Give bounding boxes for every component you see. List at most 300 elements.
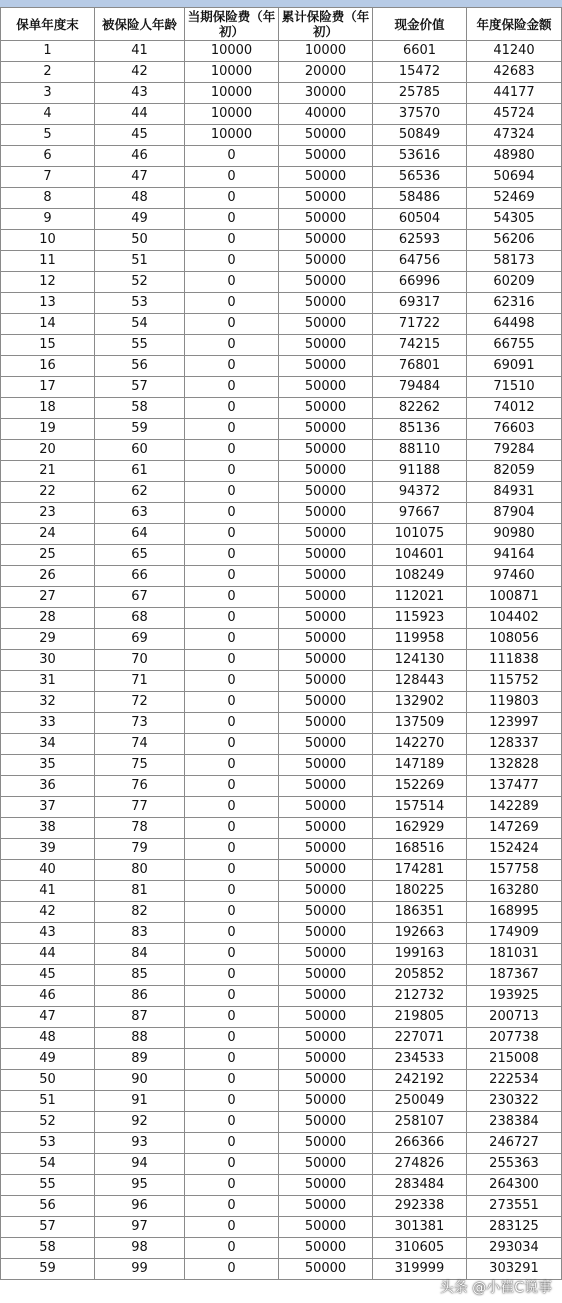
cell-cash-value: 180225 [373, 881, 467, 902]
cell-cash-value: 25785 [373, 83, 467, 104]
cell-cumulative-premium: 50000 [279, 629, 373, 650]
cell-cash-value: 37570 [373, 104, 467, 125]
cell-current-premium: 0 [185, 272, 279, 293]
cell-annual-sum-insured: 187367 [467, 965, 562, 986]
cell-annual-sum-insured: 52469 [467, 188, 562, 209]
cell-insured-age: 68 [95, 608, 185, 629]
cell-cumulative-premium: 50000 [279, 881, 373, 902]
cell-annual-sum-insured: 56206 [467, 230, 562, 251]
cell-current-premium: 0 [185, 986, 279, 1007]
cell-cumulative-premium: 50000 [279, 713, 373, 734]
cell-policy-year-end: 9 [1, 209, 95, 230]
cell-annual-sum-insured: 74012 [467, 398, 562, 419]
cell-cumulative-premium: 50000 [279, 1133, 373, 1154]
cell-current-premium: 10000 [185, 104, 279, 125]
cell-policy-year-end: 14 [1, 314, 95, 335]
cell-insured-age: 75 [95, 755, 185, 776]
cell-policy-year-end: 21 [1, 461, 95, 482]
cell-annual-sum-insured: 142289 [467, 797, 562, 818]
cell-cash-value: 112021 [373, 587, 467, 608]
table-row [1, 818, 562, 839]
cell-cash-value: 292338 [373, 1196, 467, 1217]
table-row [1, 776, 562, 797]
cell-current-premium: 0 [185, 818, 279, 839]
cell-insured-age: 88 [95, 1028, 185, 1049]
table-row [1, 230, 562, 251]
cell-annual-sum-insured: 163280 [467, 881, 562, 902]
cell-current-premium: 0 [185, 398, 279, 419]
table-row [1, 986, 562, 1007]
table-row [1, 83, 562, 104]
cell-annual-sum-insured: 60209 [467, 272, 562, 293]
cell-annual-sum-insured: 76603 [467, 419, 562, 440]
cell-cumulative-premium: 50000 [279, 671, 373, 692]
cell-current-premium: 0 [185, 692, 279, 713]
cell-cumulative-premium: 50000 [279, 797, 373, 818]
cell-insured-age: 92 [95, 1112, 185, 1133]
cell-annual-sum-insured: 111838 [467, 650, 562, 671]
cell-cash-value: 60504 [373, 209, 467, 230]
cell-insured-age: 96 [95, 1196, 185, 1217]
cell-cumulative-premium: 50000 [279, 692, 373, 713]
cell-current-premium: 0 [185, 188, 279, 209]
cell-current-premium: 0 [185, 755, 279, 776]
table-row [1, 650, 562, 671]
cell-cumulative-premium: 40000 [279, 104, 373, 125]
table-row [1, 902, 562, 923]
cell-cumulative-premium: 50000 [279, 272, 373, 293]
watermark: 头条 @小崔C说事 [439, 1280, 552, 1296]
table-row [1, 125, 562, 146]
cell-insured-age: 58 [95, 398, 185, 419]
cell-insured-age: 67 [95, 587, 185, 608]
cell-annual-sum-insured: 115752 [467, 671, 562, 692]
cell-policy-year-end: 54 [1, 1154, 95, 1175]
cell-insured-age: 72 [95, 692, 185, 713]
cell-annual-sum-insured: 215008 [467, 1049, 562, 1070]
cell-policy-year-end: 55 [1, 1175, 95, 1196]
cell-insured-age: 42 [95, 62, 185, 83]
table-row [1, 146, 562, 167]
cell-annual-sum-insured: 137477 [467, 776, 562, 797]
table-row [1, 104, 562, 125]
cell-cumulative-premium: 50000 [279, 608, 373, 629]
cell-policy-year-end: 27 [1, 587, 95, 608]
table-row [1, 503, 562, 524]
cell-cash-value: 85136 [373, 419, 467, 440]
cell-annual-sum-insured: 246727 [467, 1133, 562, 1154]
cell-insured-age: 66 [95, 566, 185, 587]
cell-annual-sum-insured: 62316 [467, 293, 562, 314]
cell-cumulative-premium: 50000 [279, 839, 373, 860]
cell-policy-year-end: 57 [1, 1217, 95, 1238]
cell-current-premium: 0 [185, 566, 279, 587]
cell-annual-sum-insured: 97460 [467, 566, 562, 587]
table-row [1, 860, 562, 881]
cell-cash-value: 124130 [373, 650, 467, 671]
cell-cash-value: 15472 [373, 62, 467, 83]
cell-insured-age: 60 [95, 440, 185, 461]
cell-annual-sum-insured: 69091 [467, 356, 562, 377]
cell-cumulative-premium: 50000 [279, 1091, 373, 1112]
table-row [1, 608, 562, 629]
cell-policy-year-end: 22 [1, 482, 95, 503]
cell-insured-age: 95 [95, 1175, 185, 1196]
cell-insured-age: 78 [95, 818, 185, 839]
cell-annual-sum-insured: 293034 [467, 1238, 562, 1259]
cell-cumulative-premium: 50000 [279, 965, 373, 986]
cell-insured-age: 64 [95, 524, 185, 545]
cell-policy-year-end: 29 [1, 629, 95, 650]
cell-insured-age: 55 [95, 335, 185, 356]
cell-annual-sum-insured: 108056 [467, 629, 562, 650]
table-row [1, 188, 562, 209]
cell-policy-year-end: 56 [1, 1196, 95, 1217]
cell-annual-sum-insured: 47324 [467, 125, 562, 146]
cell-cumulative-premium: 50000 [279, 482, 373, 503]
cell-policy-year-end: 23 [1, 503, 95, 524]
table-row [1, 335, 562, 356]
cell-cash-value: 205852 [373, 965, 467, 986]
cell-insured-age: 89 [95, 1049, 185, 1070]
cell-current-premium: 0 [185, 713, 279, 734]
cell-policy-year-end: 2 [1, 62, 95, 83]
cell-current-premium: 10000 [185, 62, 279, 83]
cell-insured-age: 87 [95, 1007, 185, 1028]
cell-annual-sum-insured: 222534 [467, 1070, 562, 1091]
cell-policy-year-end: 45 [1, 965, 95, 986]
cell-cash-value: 266366 [373, 1133, 467, 1154]
table-row [1, 293, 562, 314]
cell-cash-value: 71722 [373, 314, 467, 335]
cell-current-premium: 0 [185, 629, 279, 650]
table-row [1, 1154, 562, 1175]
cell-annual-sum-insured: 255363 [467, 1154, 562, 1175]
cell-current-premium: 0 [185, 902, 279, 923]
cell-annual-sum-insured: 273551 [467, 1196, 562, 1217]
cell-cash-value: 56536 [373, 167, 467, 188]
cell-policy-year-end: 59 [1, 1259, 95, 1280]
header-policy-year-end: 保单年度末 [1, 8, 95, 41]
cell-insured-age: 98 [95, 1238, 185, 1259]
cell-policy-year-end: 58 [1, 1238, 95, 1259]
cell-policy-year-end: 4 [1, 104, 95, 125]
cell-annual-sum-insured: 128337 [467, 734, 562, 755]
cell-cumulative-premium: 50000 [279, 1175, 373, 1196]
table-row [1, 545, 562, 566]
cell-cash-value: 283484 [373, 1175, 467, 1196]
cell-cash-value: 79484 [373, 377, 467, 398]
cell-current-premium: 0 [185, 230, 279, 251]
cell-policy-year-end: 20 [1, 440, 95, 461]
cell-current-premium: 0 [185, 1028, 279, 1049]
cell-cash-value: 147189 [373, 755, 467, 776]
header-cumulative-premium: 累计保险费（年初） [279, 8, 373, 41]
cell-current-premium: 0 [185, 440, 279, 461]
cell-cumulative-premium: 30000 [279, 83, 373, 104]
table-row [1, 482, 562, 503]
cell-cumulative-premium: 50000 [279, 1259, 373, 1280]
header-annual-sum-insured: 年度保险金额 [467, 8, 562, 41]
table-row [1, 440, 562, 461]
cell-policy-year-end: 40 [1, 860, 95, 881]
cell-policy-year-end: 34 [1, 734, 95, 755]
cell-annual-sum-insured: 45724 [467, 104, 562, 125]
cell-current-premium: 10000 [185, 125, 279, 146]
cell-current-premium: 0 [185, 545, 279, 566]
cell-current-premium: 0 [185, 524, 279, 545]
cell-policy-year-end: 5 [1, 125, 95, 146]
cell-current-premium: 0 [185, 146, 279, 167]
table-row [1, 755, 562, 776]
cell-insured-age: 63 [95, 503, 185, 524]
cell-cash-value: 157514 [373, 797, 467, 818]
cell-cumulative-premium: 50000 [279, 335, 373, 356]
cell-cumulative-premium: 50000 [279, 944, 373, 965]
cell-cumulative-premium: 50000 [279, 1049, 373, 1070]
cell-insured-age: 91 [95, 1091, 185, 1112]
cell-insured-age: 46 [95, 146, 185, 167]
cell-annual-sum-insured: 157758 [467, 860, 562, 881]
table-row [1, 923, 562, 944]
cell-cash-value: 199163 [373, 944, 467, 965]
cell-current-premium: 0 [185, 965, 279, 986]
cell-annual-sum-insured: 193925 [467, 986, 562, 1007]
cell-insured-age: 43 [95, 83, 185, 104]
cell-cumulative-premium: 50000 [279, 356, 373, 377]
cell-annual-sum-insured: 66755 [467, 335, 562, 356]
cell-cash-value: 250049 [373, 1091, 467, 1112]
cell-annual-sum-insured: 71510 [467, 377, 562, 398]
cell-current-premium: 0 [185, 923, 279, 944]
cell-annual-sum-insured: 168995 [467, 902, 562, 923]
cell-cumulative-premium: 50000 [279, 1070, 373, 1091]
cell-cash-value: 234533 [373, 1049, 467, 1070]
cell-cash-value: 76801 [373, 356, 467, 377]
cell-insured-age: 86 [95, 986, 185, 1007]
cell-policy-year-end: 6 [1, 146, 95, 167]
cell-insured-age: 94 [95, 1154, 185, 1175]
cell-cash-value: 104601 [373, 545, 467, 566]
cell-cash-value: 94372 [373, 482, 467, 503]
cell-policy-year-end: 47 [1, 1007, 95, 1028]
cell-cumulative-premium: 50000 [279, 209, 373, 230]
cell-insured-age: 48 [95, 188, 185, 209]
cell-current-premium: 0 [185, 377, 279, 398]
cell-current-premium: 0 [185, 1259, 279, 1280]
cell-cumulative-premium: 50000 [279, 461, 373, 482]
cell-annual-sum-insured: 41240 [467, 41, 562, 62]
cell-policy-year-end: 10 [1, 230, 95, 251]
cell-insured-age: 79 [95, 839, 185, 860]
cell-policy-year-end: 36 [1, 776, 95, 797]
cell-annual-sum-insured: 132828 [467, 755, 562, 776]
cell-annual-sum-insured: 238384 [467, 1112, 562, 1133]
cell-cash-value: 162929 [373, 818, 467, 839]
cell-cash-value: 319999 [373, 1259, 467, 1280]
cell-current-premium: 0 [185, 1007, 279, 1028]
table-row [1, 524, 562, 545]
cell-insured-age: 61 [95, 461, 185, 482]
table-row [1, 944, 562, 965]
cell-annual-sum-insured: 42683 [467, 62, 562, 83]
cell-cumulative-premium: 50000 [279, 587, 373, 608]
cell-insured-age: 77 [95, 797, 185, 818]
cell-insured-age: 44 [95, 104, 185, 125]
cell-insured-age: 70 [95, 650, 185, 671]
cell-cash-value: 53616 [373, 146, 467, 167]
cell-insured-age: 99 [95, 1259, 185, 1280]
table-row [1, 1133, 562, 1154]
cell-insured-age: 65 [95, 545, 185, 566]
cell-cash-value: 64756 [373, 251, 467, 272]
cell-cash-value: 242192 [373, 1070, 467, 1091]
cell-insured-age: 84 [95, 944, 185, 965]
cell-policy-year-end: 3 [1, 83, 95, 104]
cell-policy-year-end: 28 [1, 608, 95, 629]
cell-policy-year-end: 33 [1, 713, 95, 734]
cell-annual-sum-insured: 90980 [467, 524, 562, 545]
header-cash-value: 现金价值 [373, 8, 467, 41]
cell-annual-sum-insured: 152424 [467, 839, 562, 860]
cell-cumulative-premium: 50000 [279, 188, 373, 209]
cell-cash-value: 108249 [373, 566, 467, 587]
cell-insured-age: 73 [95, 713, 185, 734]
table-row [1, 1112, 562, 1133]
cell-cash-value: 115923 [373, 608, 467, 629]
cell-policy-year-end: 37 [1, 797, 95, 818]
cell-insured-age: 82 [95, 902, 185, 923]
cell-policy-year-end: 50 [1, 1070, 95, 1091]
cell-annual-sum-insured: 44177 [467, 83, 562, 104]
cell-annual-sum-insured: 230322 [467, 1091, 562, 1112]
cell-cash-value: 192663 [373, 923, 467, 944]
cell-cash-value: 66996 [373, 272, 467, 293]
table-row [1, 587, 562, 608]
cell-current-premium: 0 [185, 335, 279, 356]
table-row [1, 1217, 562, 1238]
cell-insured-age: 41 [95, 41, 185, 62]
table-row [1, 881, 562, 902]
cell-cash-value: 137509 [373, 713, 467, 734]
cell-cash-value: 186351 [373, 902, 467, 923]
cell-cash-value: 97667 [373, 503, 467, 524]
table-row [1, 1049, 562, 1070]
cell-policy-year-end: 51 [1, 1091, 95, 1112]
cell-cumulative-premium: 50000 [279, 1112, 373, 1133]
cell-insured-age: 74 [95, 734, 185, 755]
cell-cumulative-premium: 50000 [279, 734, 373, 755]
cell-policy-year-end: 25 [1, 545, 95, 566]
cell-annual-sum-insured: 104402 [467, 608, 562, 629]
table-row [1, 1238, 562, 1259]
cell-insured-age: 52 [95, 272, 185, 293]
cell-annual-sum-insured: 54305 [467, 209, 562, 230]
cell-cash-value: 62593 [373, 230, 467, 251]
cell-current-premium: 0 [185, 167, 279, 188]
cell-policy-year-end: 26 [1, 566, 95, 587]
table-row [1, 398, 562, 419]
cell-cumulative-premium: 20000 [279, 62, 373, 83]
cell-current-premium: 0 [185, 356, 279, 377]
cell-cumulative-premium: 50000 [279, 545, 373, 566]
table-row [1, 1007, 562, 1028]
cell-cash-value: 6601 [373, 41, 467, 62]
cell-insured-age: 80 [95, 860, 185, 881]
table-row [1, 1175, 562, 1196]
cell-insured-age: 56 [95, 356, 185, 377]
cell-cumulative-premium: 50000 [279, 1154, 373, 1175]
cell-insured-age: 83 [95, 923, 185, 944]
table-row [1, 167, 562, 188]
cell-current-premium: 0 [185, 1154, 279, 1175]
cell-insured-age: 69 [95, 629, 185, 650]
cell-policy-year-end: 46 [1, 986, 95, 1007]
cell-cumulative-premium: 50000 [279, 230, 373, 251]
cell-annual-sum-insured: 48980 [467, 146, 562, 167]
table-row [1, 209, 562, 230]
cell-cash-value: 227071 [373, 1028, 467, 1049]
cell-insured-age: 51 [95, 251, 185, 272]
cell-insured-age: 76 [95, 776, 185, 797]
cell-current-premium: 0 [185, 671, 279, 692]
table-row [1, 251, 562, 272]
cell-current-premium: 0 [185, 209, 279, 230]
cell-policy-year-end: 38 [1, 818, 95, 839]
cell-cumulative-premium: 50000 [279, 902, 373, 923]
cell-cash-value: 50849 [373, 125, 467, 146]
cell-cumulative-premium: 50000 [279, 1007, 373, 1028]
cell-cumulative-premium: 50000 [279, 503, 373, 524]
cell-cumulative-premium: 50000 [279, 419, 373, 440]
cell-annual-sum-insured: 147269 [467, 818, 562, 839]
cell-current-premium: 0 [185, 1196, 279, 1217]
cell-insured-age: 50 [95, 230, 185, 251]
cell-annual-sum-insured: 94164 [467, 545, 562, 566]
cell-current-premium: 10000 [185, 83, 279, 104]
cell-annual-sum-insured: 87904 [467, 503, 562, 524]
cell-current-premium: 0 [185, 461, 279, 482]
table-row [1, 272, 562, 293]
cell-current-premium: 0 [185, 587, 279, 608]
top-header-band [0, 0, 562, 7]
table-row [1, 1028, 562, 1049]
cell-annual-sum-insured: 119803 [467, 692, 562, 713]
cell-insured-age: 71 [95, 671, 185, 692]
cell-insured-age: 54 [95, 314, 185, 335]
cell-current-premium: 0 [185, 1238, 279, 1259]
table-row [1, 1070, 562, 1091]
cell-cash-value: 258107 [373, 1112, 467, 1133]
cell-policy-year-end: 53 [1, 1133, 95, 1154]
cell-current-premium: 0 [185, 650, 279, 671]
cell-current-premium: 0 [185, 1133, 279, 1154]
cell-cash-value: 212732 [373, 986, 467, 1007]
cell-current-premium: 0 [185, 503, 279, 524]
table-row [1, 41, 562, 62]
cell-insured-age: 49 [95, 209, 185, 230]
cell-cash-value: 152269 [373, 776, 467, 797]
cell-current-premium: 0 [185, 1049, 279, 1070]
table-row [1, 461, 562, 482]
cell-policy-year-end: 42 [1, 902, 95, 923]
cell-cash-value: 128443 [373, 671, 467, 692]
cell-insured-age: 53 [95, 293, 185, 314]
cell-annual-sum-insured: 79284 [467, 440, 562, 461]
cell-cumulative-premium: 50000 [279, 1028, 373, 1049]
cell-policy-year-end: 35 [1, 755, 95, 776]
cell-policy-year-end: 31 [1, 671, 95, 692]
